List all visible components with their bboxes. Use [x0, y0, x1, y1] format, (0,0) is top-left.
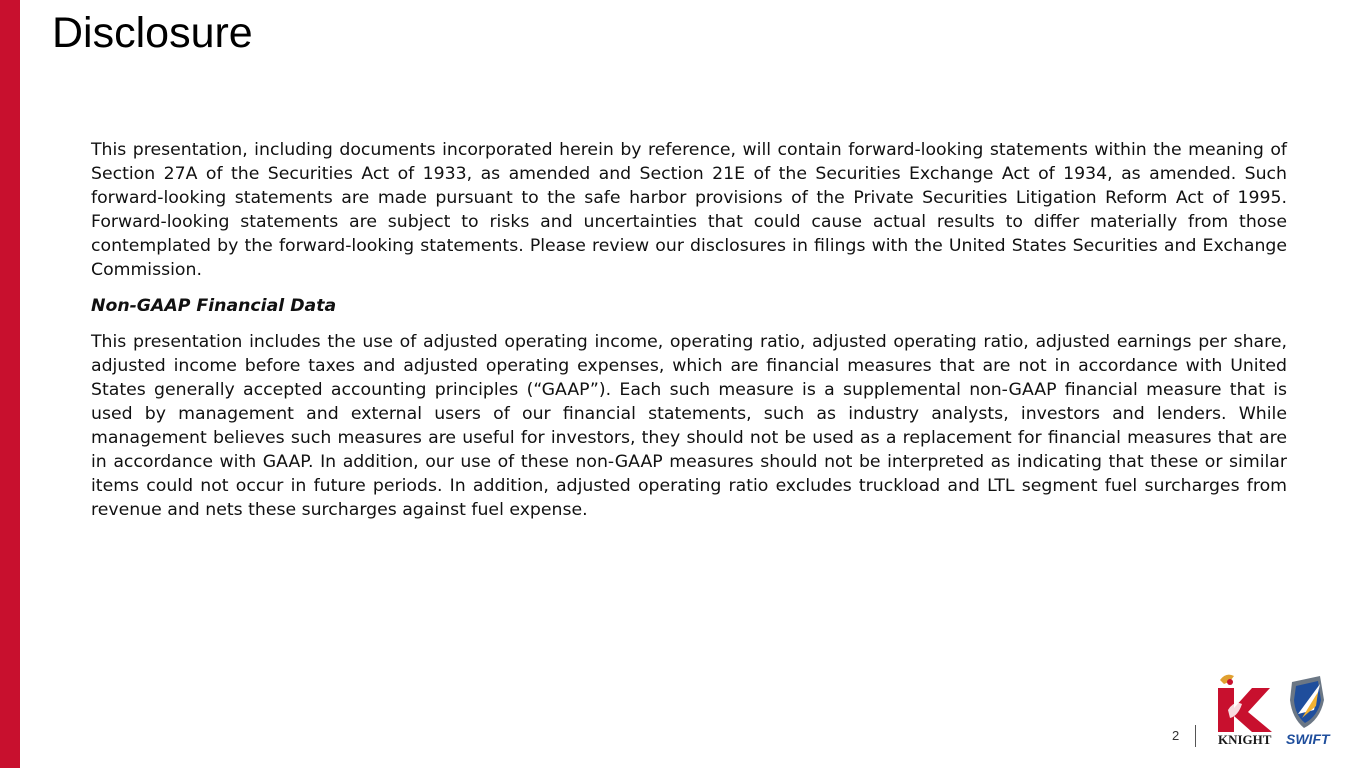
knight-swift-logo: [1208, 670, 1348, 750]
accent-bar: [0, 0, 20, 768]
footer-divider: [1195, 725, 1196, 747]
page-title: Disclosure: [52, 9, 253, 57]
knight-k-icon: [1218, 675, 1272, 732]
non-gaap-paragraph: This presentation includes the use of adjusted operating income, operating ratio, adjusted operating ratio, adjusted earnings per share, adjusted income before taxes and adjusted operating expenses, which are financial measures that are not in accordance with United States generally accepted accounting principles (“GAAP”). Each such measure is a supplemental non-GAAP financial measure that is used by management and external users of our financial statements, such as industry analysts, investors and lenders. While management believes such measures are useful for investors, they should not be used as a replacement for financial measures that are in accordance with GAAP. In addition, our use of these non-GAAP measures should not be interpreted as indicating that these or similar items could not occur in future periods. In addition, adjusted operating ratio excludes truckload and LTL segment fuel surcharges from revenue and nets these surcharges against fuel expense.: [91, 332, 1287, 520]
swift-wordmark: SWIFT: [1286, 731, 1330, 747]
swift-shield-icon: [1290, 676, 1324, 728]
knight-wordmark: KNIGHT: [1218, 732, 1272, 747]
forward-looking-paragraph: This presentation, including documents incorporated herein by reference, will contain forward-looking statements within the meaning of Section 27A of the Securities Act of 1933, as amended and Section 21E of the Securities Exchange Act of 1934, as amended. Such forward-looking statements are made pursuant to the safe harbor provisions of the Private Securities Litigation Reform Act of 1995. Forward-looking statements are subject to risks and uncertainties that could cause actual results to differ materially from those contemplated by the forward-looking statements. Please review our disclosures in filings with the United States Securities and Exchange Commission.: [91, 140, 1287, 280]
page-number: 2: [1172, 728, 1180, 743]
disclosure-body: [91, 138, 1287, 522]
logo-graphic: [1208, 670, 1348, 750]
non-gaap-subheading: Non-GAAP Financial Data: [91, 296, 337, 316]
